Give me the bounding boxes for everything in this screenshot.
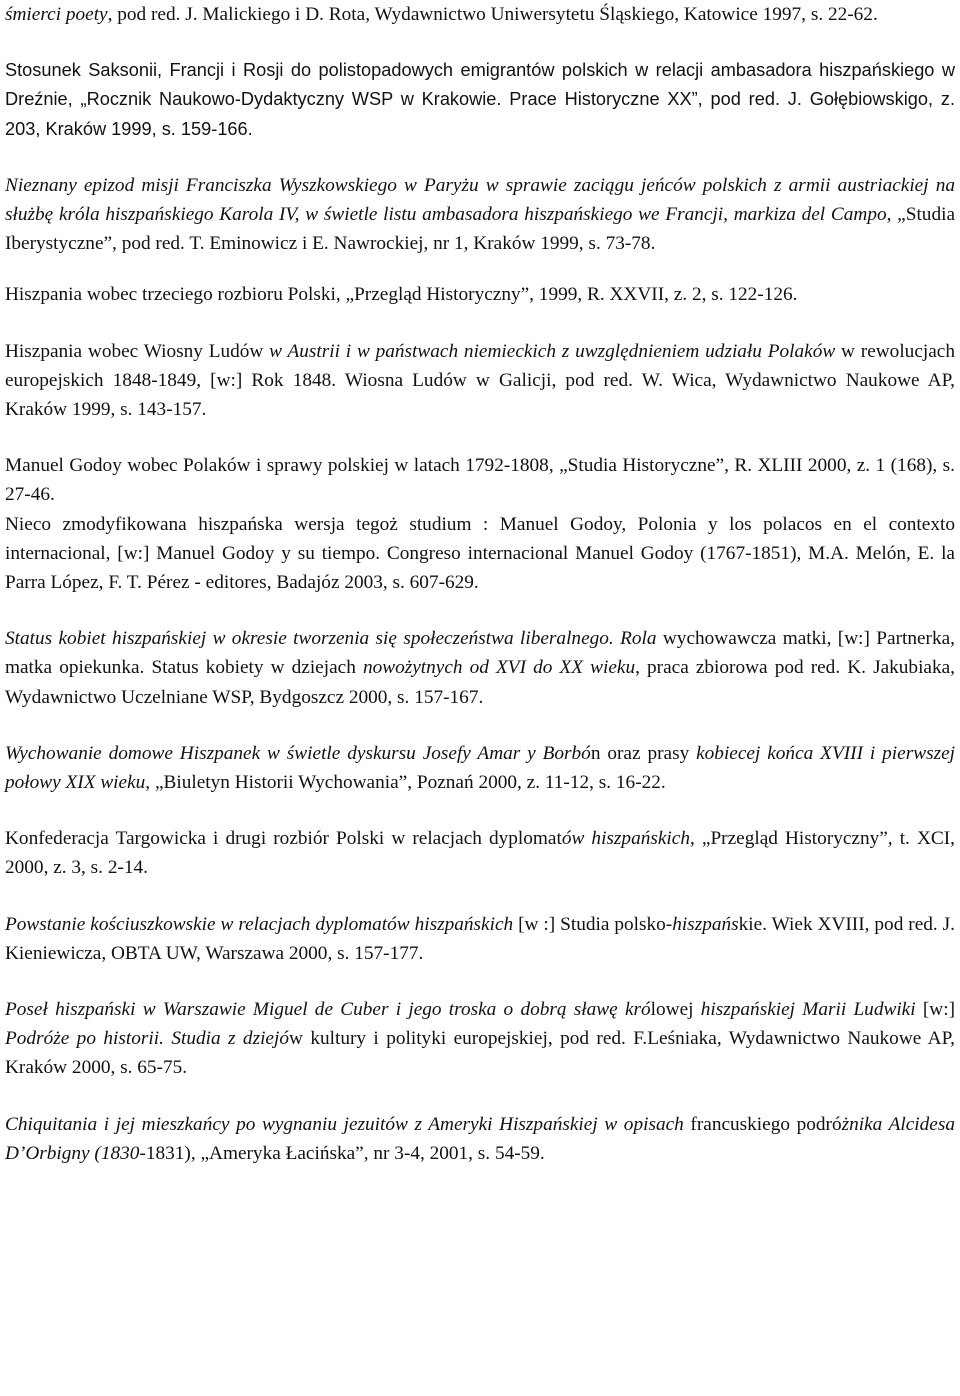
entry-text: , pod red. J. Malickiego i D. Rota, Wydawnictwo Uniwersytetu Śląskiego, Katowice 1997, s. 22-62.: [107, 4, 878, 25]
entry-italic-text: ów hiszpańskich: [561, 828, 690, 850]
entry-text: n oraz prasy: [590, 742, 697, 764]
entry-text: , „Biuletyn Historii Wychowania”, Poznań 2000, z. 11-12, s. 16-22.: [145, 772, 666, 794]
entry-italic-text: nowożytnych od XVI do XX wieku: [362, 657, 636, 679]
bibliography-entry: [5, 0, 955, 29]
entry-text: , praca zbiorowa pod red. K. Jakubiaka, Wydawnictwo Uczelniane WSP, Bydgoszcz 2000, s. 157-167.: [5, 657, 955, 708]
bibliography-entry: [5, 337, 955, 425]
entry-text: Hiszpania wobec Wiosny Ludów: [5, 340, 270, 362]
entry-text: [w :] Studia polsko-: [513, 913, 673, 935]
entry-italic-text: Poseł hiszpański w Warszawie Miguel de Cuber i jego troska o dobrą sławę kró: [5, 999, 651, 1021]
bibliography-entry: [5, 739, 955, 797]
bibliography-entry: [5, 624, 955, 712]
entry-italic-text: Nieznany epizod misji Franciszka Wyszkowskiego w Paryżu w sprawie zaciągu jeńców polskich z armii austriackiej na służbę króla hiszpańskiego Karola IV, w świetle listu ambasadora hiszpańskiego we Francji, markiza del Campo: [5, 174, 955, 226]
entry-italic-text: śmierci poety: [5, 4, 108, 25]
entry-text: Hiszpania wobec trzeciego rozbioru Polski, „Przegląd Historyczny”, 1999, R. XXVII, z. 2, s. 122-126.: [5, 284, 798, 306]
bibliography-entry: [5, 280, 955, 309]
entry-italic-text: ambasadora hiszpańskiego w Dreźnie: [5, 60, 955, 110]
entry-text: francuskiego podró: [690, 1113, 842, 1135]
entry-text: Nieco zmodyfikowana hiszpańska wersja tegoż studium : Manuel Godoy, Polonia y los polacos en el contexto internacional, [w:] Manuel Godoy y su tiempo. Congreso internacional Manuel Godoy (1767-1851), M.A. Melón, E. la Parra López, F. T. Pérez - editores, Badajóz 2003, s. 607-629.: [5, 513, 955, 594]
entry-italic-text: Podróże po historii. Studia z dziejó: [5, 1028, 289, 1050]
entry-text: -1831), „Ameryka Łacińska”, nr 3-4, 2001, s. 54-59.: [139, 1142, 545, 1164]
bibliography-entry: [5, 56, 955, 144]
bibliography-entry: [5, 910, 955, 968]
entry-text: w rewolucjach europejskich 1848-1849, [w:] Rok 1848. Wiosna Ludów w Galicji, pod red. W. Wica, Wydawnictwo Naukowe AP, Kraków 1999, s. 143-157.: [5, 340, 955, 421]
entry-italic-text: w Austrii i w państwach niemieckich z uwzględnieniem udziału Polaków: [269, 340, 836, 362]
entry-text: , „Przegląd Historyczny”, t. XCI, 2000, z. 3, s. 2-14.: [5, 828, 955, 879]
bibliography-entry: [5, 824, 955, 882]
bibliography-entry: [5, 451, 955, 509]
entry-italic-text: żnika Alcidesa D’Orbigny (1830: [5, 1113, 955, 1164]
entry-text: wychowawcza matki, [w:] Partnerka, matka opiekunka. Status kobiety w dziejach: [5, 628, 955, 679]
entry-text: lowej: [650, 999, 701, 1021]
entry-text: w kultury i polityki europejskiej, pod red. F.Leśniaka, Wydawnictwo Naukowe AP, Kraków 2000, s. 65-75.: [5, 1028, 955, 1079]
entry-italic-text: kobiecej końca XVIII i pierwszej połowy XIX wieku: [5, 742, 955, 794]
entry-text: Manuel Godoy wobec Polaków i sprawy polskiej w latach 1792-1808, „Studia Historyczne”, R. XLIII 2000, z. 1 (168), s. 27-46.: [5, 455, 955, 506]
entry-italic-text: Wychowanie domowe Hiszpanek w świetle dyskursu Josefy Amar y Borbó: [5, 742, 591, 764]
entry-italic-text: Powstanie kościuszkowskie w relacjach dyplomatów hiszpańskich: [5, 913, 514, 935]
entry-text: , „Rocznik Naukowo-Dydaktyczny WSP w Krakowie. Prace Historyczne XX”, pod red. J. Gołębiowskigo, z. 203, Kraków 1999, s. 159-166.: [5, 89, 955, 139]
entry-italic-text: Chiquitania i jej mieszkańcy po wygnaniu jezuitów z Ameryki Hiszpańskiej w opisach: [5, 1113, 691, 1135]
entry-text: Stosunek Saksonii, Francji i Rosji do polistopadowych emigrantów polskich w relacji: [5, 60, 711, 81]
entry-text: , „Studia Iberystyczne”, pod red. T. Eminowicz i E. Nawrockiej, nr 1, Kraków 1999, s. 73-78.: [5, 204, 956, 255]
entry-text: [w:]: [915, 999, 955, 1021]
entry-text: Konfederacja Targowicka i drugi rozbiór Polski w relacjach dyplomat: [5, 828, 562, 850]
bibliography-entry: [5, 1110, 955, 1168]
bibliography-entry: [5, 510, 955, 598]
entry-italic-text: hiszpańs: [672, 913, 739, 935]
entry-text: kie. Wiek XVIII, pod red. J. Kieniewicza, OBTA UW, Warszawa 2000, s. 157-177.: [5, 913, 955, 964]
bibliography-entry: [5, 171, 955, 259]
bibliography-entry: [5, 995, 955, 1083]
entry-italic-text: hiszpańskiej Marii Ludwiki: [700, 999, 916, 1021]
bibliography-page: [5, 0, 955, 1168]
entry-italic-text: Status kobiet hiszpańskiej w okresie tworzenia się społeczeństwa liberalnego. Rola: [5, 628, 657, 650]
